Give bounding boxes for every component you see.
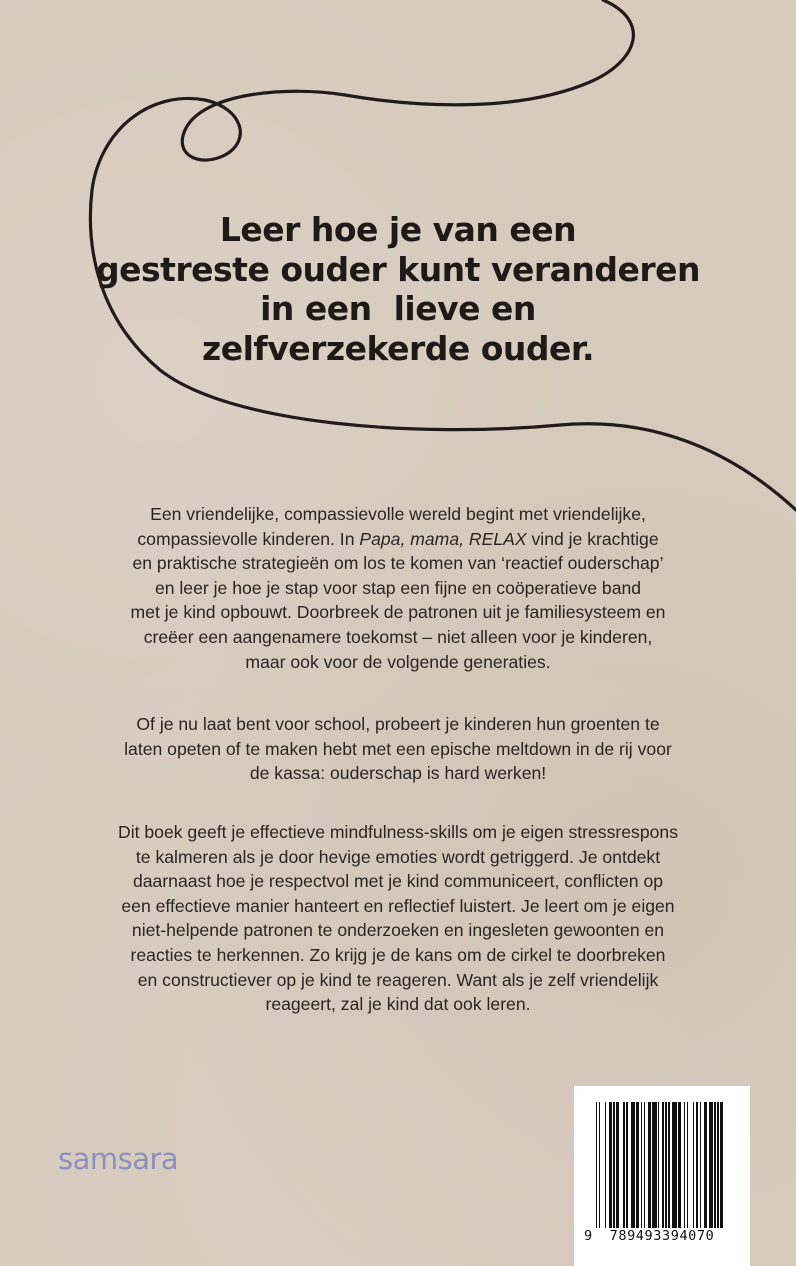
paragraph-line: reageert, zal je kind dat ook leren. [265,994,531,1015]
book-title: Papa, mama, RELAX [359,528,527,549]
barcode-number: 789493394070 [609,1228,715,1244]
paragraph-line: en praktische strategieën om los te komen van ‘reactief ouderschap’ [132,553,664,574]
headline-line-4: zelfverzekerde ouder. [202,328,594,368]
paragraph-intro [95,502,701,674]
paragraph-line: daarnaast hoe je respectvol met je kind communiceert, conflicten op [132,871,664,892]
paragraph-line-with-title [95,527,701,552]
barcode-digits [582,1228,742,1244]
paragraph-line: maar ook voor de volgende generaties. [245,651,551,672]
paragraph-line: een effectieve manier hanteert en reflectief luistert. Je leert om je eigen [121,895,675,916]
barcode-bar [723,1102,724,1228]
paragraph-line: niet-helpende patronen te onderzoeken en ingesleten gewoonten en [131,920,665,941]
paragraph-line: Dit boek geeft je effectieve mindfulness-skills om je eigen stressrespons [117,822,678,842]
paragraph-line: reacties te herkennen. Zo krijg je de kans om de cirkel te doorbreken [130,944,666,965]
paragraph-line-prefix: compassievolle kinderen. In [137,528,360,549]
paragraph-line: de kassa: ouderschap is hard werken! [249,763,547,784]
paragraph-skills [95,820,701,1017]
publisher-logo: samsara [58,1142,179,1176]
paragraph-line: Een vriendelijke, compassievolle wereld begint met vriendelijke, [150,504,646,524]
paragraph-line: creëer een aangenamere toekomst – niet alleen voor je kinderen, [143,626,653,647]
paragraph-line: en leer je hoe je stap voor stap een fijne en coöperatieve band [154,577,642,598]
paragraph-line: en constructiever op je kind te reageren. Want als je zelf vriendelijk [137,969,659,990]
isbn-barcode [574,1086,750,1266]
headline-line-3: in een lieve en [260,289,536,328]
headline-line-2: gestreste ouder kunt veranderen [95,249,701,289]
paragraph-line: met je kind opbouwt. Doorbreek de patronen uit je familiesysteem en [130,602,666,623]
paragraph-situations [95,712,701,786]
paragraph-line: Of je nu laat bent voor school, probeert je kinderen hun groenten te [136,714,660,734]
barcode-bars [596,1102,730,1228]
barcode-first-digit: 9 [584,1228,593,1244]
paragraph-line-suffix: vind je krachtige [531,528,659,549]
paragraph-line: te kalmeren als je door hevige emoties wordt getriggerd. Je ontdekt [135,846,661,867]
headline [60,210,736,368]
headline-line-1: Leer hoe je van een [219,210,577,249]
paragraph-line: laten opeten of te maken hebt met een epische meltdown in de rij voor [124,738,672,759]
